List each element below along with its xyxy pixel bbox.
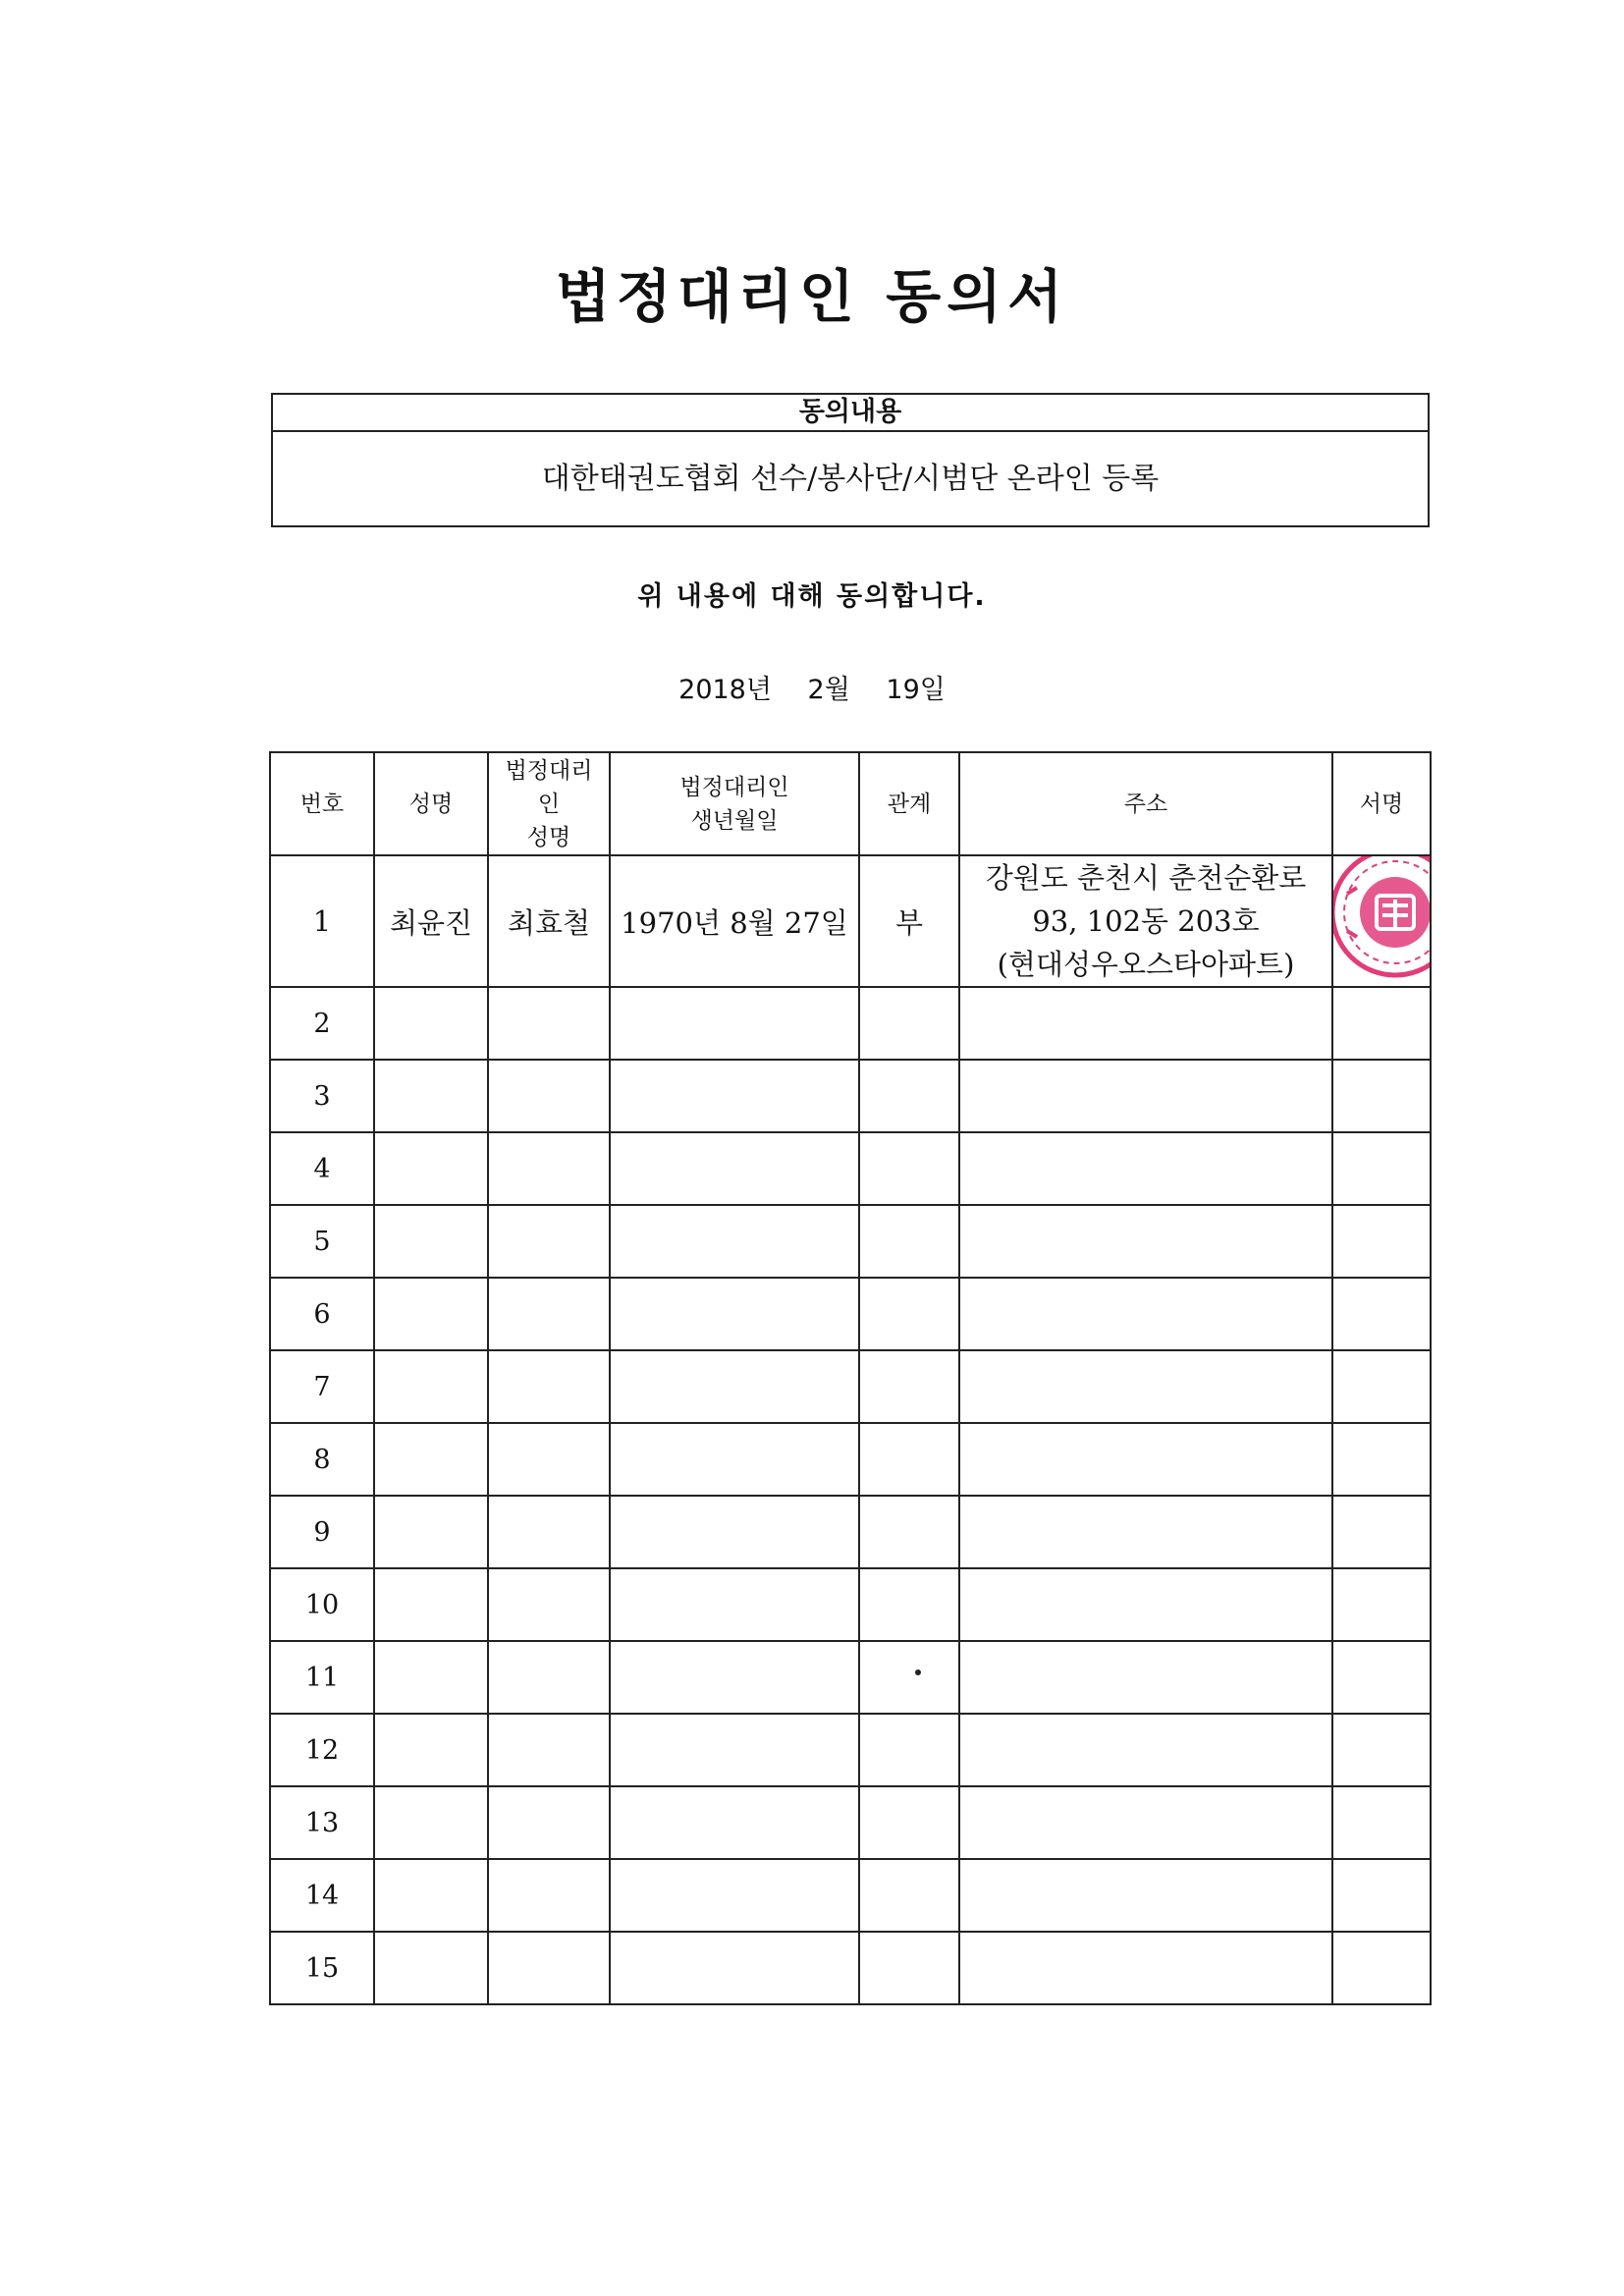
cell-address <box>959 987 1332 1060</box>
header-name: 성명 <box>374 752 488 855</box>
cell-rep-name <box>488 1932 610 2004</box>
cell-address <box>959 1423 1332 1496</box>
cell-name <box>374 1060 488 1132</box>
cell-signature <box>1332 1641 1431 1714</box>
table-row <box>270 1714 1431 1786</box>
table-row <box>270 1641 1431 1714</box>
cell-no: 4 <box>270 1132 374 1205</box>
cell-name <box>374 1932 488 2004</box>
header-address: 주소 <box>959 752 1332 855</box>
cell-name <box>374 1205 488 1278</box>
table-row <box>270 1496 1431 1568</box>
cell-rep-name <box>488 1132 610 1205</box>
cell-signature <box>1332 1714 1431 1786</box>
cell-address <box>959 855 1332 987</box>
cell-relation <box>859 1496 959 1568</box>
cell-relation <box>859 1932 959 2004</box>
table-row <box>270 1350 1431 1423</box>
table-row <box>270 1060 1431 1132</box>
cell-no: 3 <box>270 1060 374 1132</box>
cell-no: 2 <box>270 987 374 1060</box>
cell-signature <box>1332 1859 1431 1932</box>
cell-no: 11 <box>270 1641 374 1714</box>
cell-address <box>959 1859 1332 1932</box>
cell-address <box>959 1350 1332 1423</box>
cell-name <box>374 1496 488 1568</box>
cell-no: 13 <box>270 1786 374 1859</box>
cell-signature <box>1332 855 1431 987</box>
cell-no: 1 <box>270 855 374 987</box>
cell-rep-birth <box>610 1568 859 1641</box>
cell-signature <box>1332 1568 1431 1641</box>
cell-address <box>959 1641 1332 1714</box>
agreement-text: 위 내용에 대해 동의합니다. <box>637 581 987 612</box>
date-year: 2018년 <box>678 675 772 705</box>
table-header-row <box>270 752 1431 855</box>
cell-signature <box>1332 1205 1431 1278</box>
cell-rep-name <box>488 1641 610 1714</box>
cell-rep-birth <box>610 1205 859 1278</box>
cell-name <box>374 1132 488 1205</box>
cell-rep-birth <box>610 1932 859 2004</box>
cell-signature <box>1332 1132 1431 1205</box>
cell-rep-name <box>488 1278 610 1350</box>
header-rep-name <box>488 752 610 855</box>
document-date <box>0 668 1624 706</box>
address-line-2: 93, 102동 203호 <box>1032 904 1260 938</box>
cell-signature <box>1332 1278 1431 1350</box>
cell-rep-name <box>488 1205 610 1278</box>
consent-header: 동의내용 <box>273 395 1428 432</box>
cell-relation <box>859 1132 959 1205</box>
table-row <box>270 1932 1431 2004</box>
header-rep-name-line1: 법정대리 <box>505 757 593 784</box>
cell-name <box>374 1786 488 1859</box>
representative-table <box>269 751 1432 2005</box>
cell-rep-name <box>488 987 610 1060</box>
header-rep-name-line3: 성명 <box>526 824 571 850</box>
header-relation: 관계 <box>859 752 959 855</box>
cell-name <box>374 1568 488 1641</box>
cell-rep-name <box>488 1859 610 1932</box>
table-row <box>270 1568 1431 1641</box>
cell-rep-birth <box>610 1132 859 1205</box>
cell-rep-birth <box>610 1423 859 1496</box>
cell-no: 8 <box>270 1423 374 1496</box>
cell-relation <box>859 1859 959 1932</box>
cell-rep-birth <box>610 1714 859 1786</box>
table-row <box>270 855 1431 987</box>
cell-no: 6 <box>270 1278 374 1350</box>
cell-signature <box>1332 987 1431 1060</box>
cell-address <box>959 1496 1332 1568</box>
cell-relation <box>859 1278 959 1350</box>
cell-name <box>374 1278 488 1350</box>
cell-address <box>959 1205 1332 1278</box>
cell-name <box>374 1350 488 1423</box>
cell-address <box>959 1132 1332 1205</box>
cell-relation <box>859 1568 959 1641</box>
cell-rep-name: 최효철 <box>488 855 610 987</box>
cell-rep-birth <box>610 1859 859 1932</box>
cell-signature <box>1332 1350 1431 1423</box>
cell-rep-birth <box>610 1278 859 1350</box>
cell-no: 15 <box>270 1932 374 2004</box>
seal-stamp-icon <box>1332 855 1431 980</box>
cell-rep-name <box>488 1350 610 1423</box>
table-row <box>270 1278 1431 1350</box>
cell-no: 14 <box>270 1859 374 1932</box>
table-row <box>270 1132 1431 1205</box>
scan-speck <box>915 1669 921 1675</box>
cell-name <box>374 1423 488 1496</box>
cell-rep-name <box>488 1568 610 1641</box>
cell-relation <box>859 1423 959 1496</box>
cell-relation <box>859 1205 959 1278</box>
cell-no: 12 <box>270 1714 374 1786</box>
table-row <box>270 1423 1431 1496</box>
header-rep-birth-line1: 법정대리인 <box>679 774 789 800</box>
cell-signature <box>1332 1786 1431 1859</box>
cell-rep-birth <box>610 1641 859 1714</box>
cell-address <box>959 1060 1332 1132</box>
address-line-1: 강원도 춘천시 춘천순환로 <box>985 861 1307 895</box>
header-signature: 서명 <box>1332 752 1431 855</box>
cell-address <box>959 1786 1332 1859</box>
cell-relation <box>859 1350 959 1423</box>
cell-address <box>959 1278 1332 1350</box>
cell-address <box>959 1932 1332 2004</box>
address-line-3: (현대성우오스타아파트) <box>997 948 1295 981</box>
table-row <box>270 1205 1431 1278</box>
table-row <box>270 1859 1431 1932</box>
cell-rep-birth <box>610 1350 859 1423</box>
cell-rep-name <box>488 1786 610 1859</box>
cell-rep-name <box>488 1423 610 1496</box>
header-no: 번호 <box>270 752 374 855</box>
cell-no: 7 <box>270 1350 374 1423</box>
cell-signature <box>1332 1060 1431 1132</box>
cell-rep-birth <box>610 1060 859 1132</box>
table-row <box>270 987 1431 1060</box>
cell-name <box>374 1859 488 1932</box>
cell-rep-birth <box>610 987 859 1060</box>
cell-relation: 부 <box>859 855 959 987</box>
cell-name <box>374 1714 488 1786</box>
cell-address <box>959 1568 1332 1641</box>
date-month: 2월 <box>807 675 850 705</box>
cell-name <box>374 987 488 1060</box>
cell-rep-birth <box>610 1496 859 1568</box>
cell-relation <box>859 1786 959 1859</box>
consent-body: 대한태권도협회 선수/봉사단/시범단 온라인 등록 <box>541 462 1160 496</box>
cell-no: 5 <box>270 1205 374 1278</box>
header-rep-birth-line2: 생년월일 <box>690 807 779 834</box>
consent-box <box>271 393 1430 527</box>
cell-signature <box>1332 1932 1431 2004</box>
cell-relation <box>859 1641 959 1714</box>
table-row <box>270 1786 1431 1859</box>
cell-no: 10 <box>270 1568 374 1641</box>
cell-name <box>374 1641 488 1714</box>
cell-rep-birth <box>610 1786 859 1859</box>
cell-relation <box>859 987 959 1060</box>
cell-rep-name <box>488 1496 610 1568</box>
header-rep-birth <box>610 752 859 855</box>
cell-rep-birth: 1970년 8월 27일 <box>610 855 859 987</box>
cell-signature <box>1332 1496 1431 1568</box>
cell-rep-name <box>488 1714 610 1786</box>
date-day: 19일 <box>886 675 946 705</box>
document-title: 법정대리인 동의서 <box>555 263 1069 330</box>
cell-relation <box>859 1714 959 1786</box>
cell-no: 9 <box>270 1496 374 1568</box>
cell-rep-name <box>488 1060 610 1132</box>
header-rep-name-line2: 인 <box>537 791 561 817</box>
cell-signature <box>1332 1423 1431 1496</box>
cell-name: 최윤진 <box>374 855 488 987</box>
cell-relation <box>859 1060 959 1132</box>
cell-address <box>959 1714 1332 1786</box>
